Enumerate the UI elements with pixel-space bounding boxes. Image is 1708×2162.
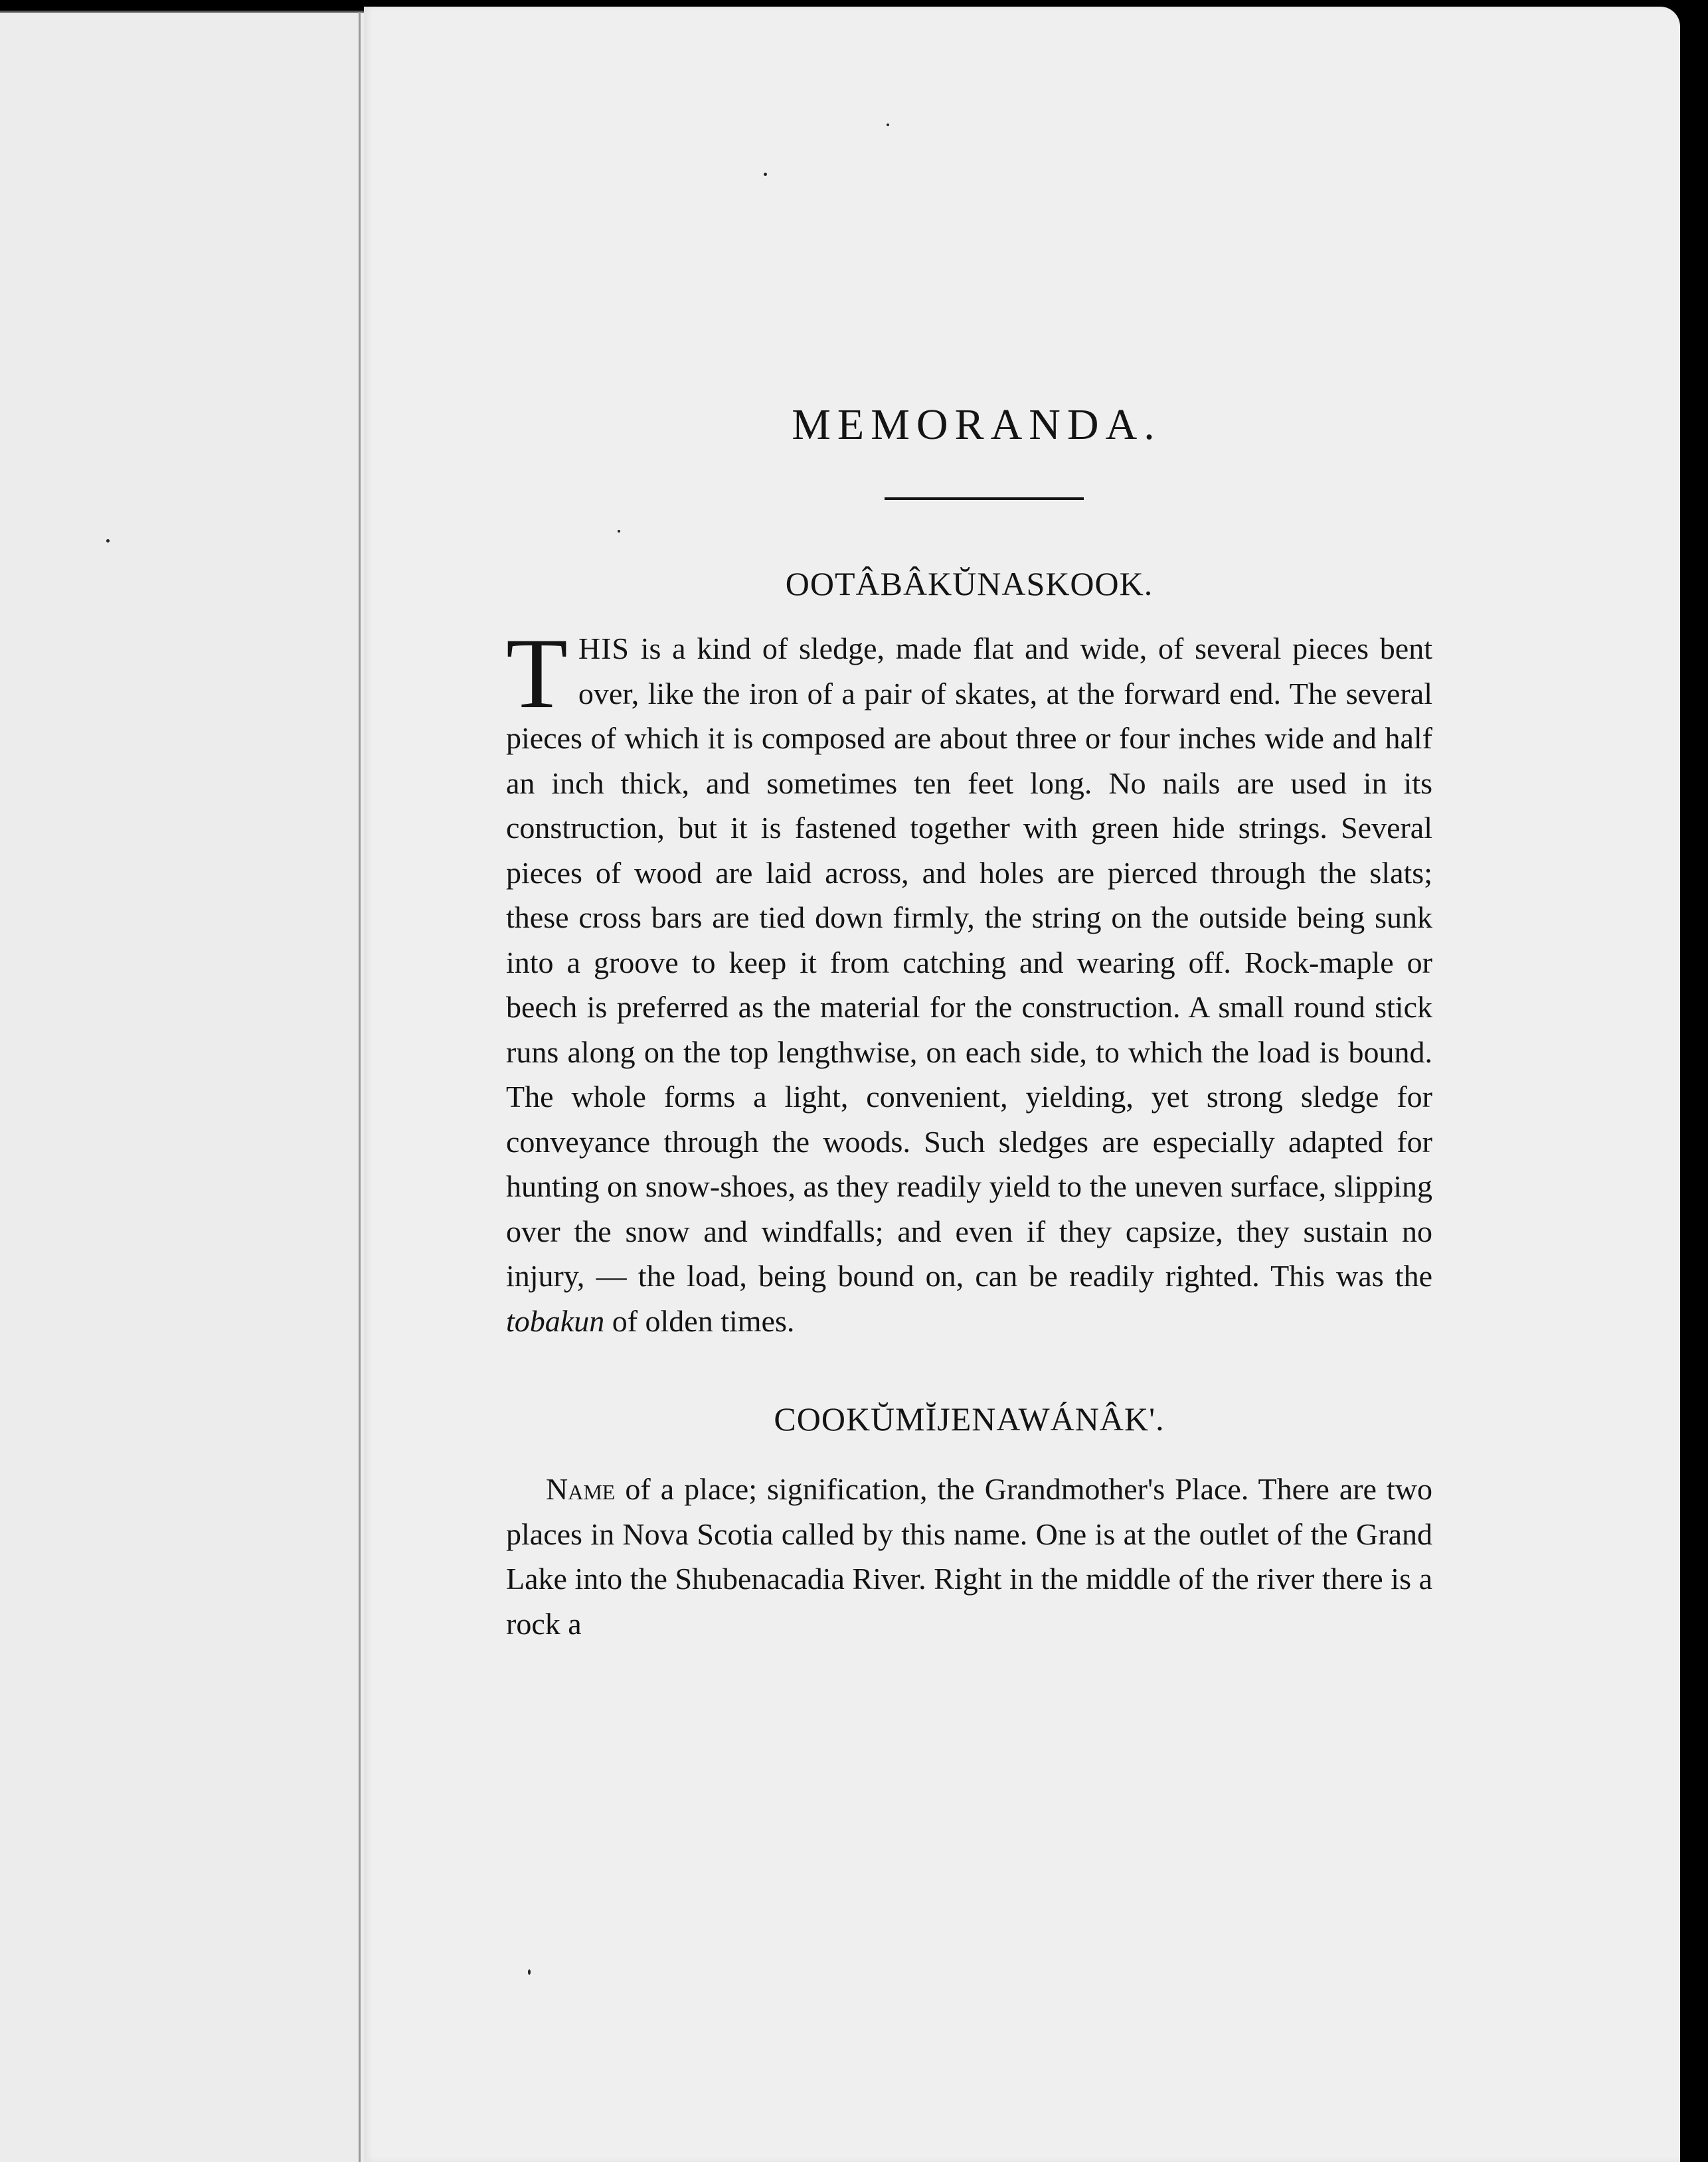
paragraph-text: is a kind of sledge, made flat and wide, of several pieces bent over, like the iron of a pair of skates, at the forward end. The several pieces of which it is composed are about three or four inches wide and half an inch thick, and sometimes ten feet long. No nails are used in its construction, but it is fastened together with green hide strings. Several pieces of wood are laid across, and holes are pierced through the slats; these cross bars are tied down firmly, the string on the outside being sunk into a groove to keep it from catching and wearing off. Rock-maple or beech is preferred as the material for the construction. A small round stick runs along on the top lengthwise, on each side, to which the load is bound. The whole forms a light, convenient, yielding, yet strong sledge for conveyance through the woods. Such sledges are especially adapted for hunting on snow-shoes, as they readily yield to the uneven surface, slipping over the snow and windfalls; and even if they capsize, they sustain no injury, — the load, being bound on, can be readily righted. This was the [506, 631, 1432, 1293]
paper-speck [764, 173, 767, 176]
page-title: MEMORANDA. [792, 400, 1161, 449]
paragraph-text-end: of olden times. [604, 1303, 795, 1338]
page-content [506, 398, 1432, 1646]
lead-word: Name [546, 1472, 616, 1507]
italic-term: tobakun [506, 1303, 605, 1338]
drop-cap: T [506, 618, 568, 730]
page-fold [359, 12, 361, 2162]
paper-speck [106, 539, 110, 542]
title-rule [885, 497, 1084, 500]
left-blank-page [0, 12, 373, 2162]
paragraph-text: of a place; signification, the Grandmother's Place. There are two places in Nova Scotia called by this name. One is at the outlet of the Grand Lake into the Shubenacadia River. Right in the middle of the river there is a rock a [506, 1472, 1432, 1641]
section-body-cookumijenawanak [506, 1467, 1432, 1646]
lead-word: HIS [578, 631, 630, 666]
section-heading-ootabakunaskook: OOTÂBÂKŬNASKOOK. [785, 565, 1153, 603]
section-body-ootabakunaskook [506, 618, 1432, 1343]
section-heading-cookumijenawanak: COOKŬMĬJENAWÁNÂK'. [774, 1400, 1165, 1438]
left-page-top-edge [0, 11, 372, 13]
paper-speck [528, 1969, 531, 1975]
paper-speck [887, 124, 889, 126]
